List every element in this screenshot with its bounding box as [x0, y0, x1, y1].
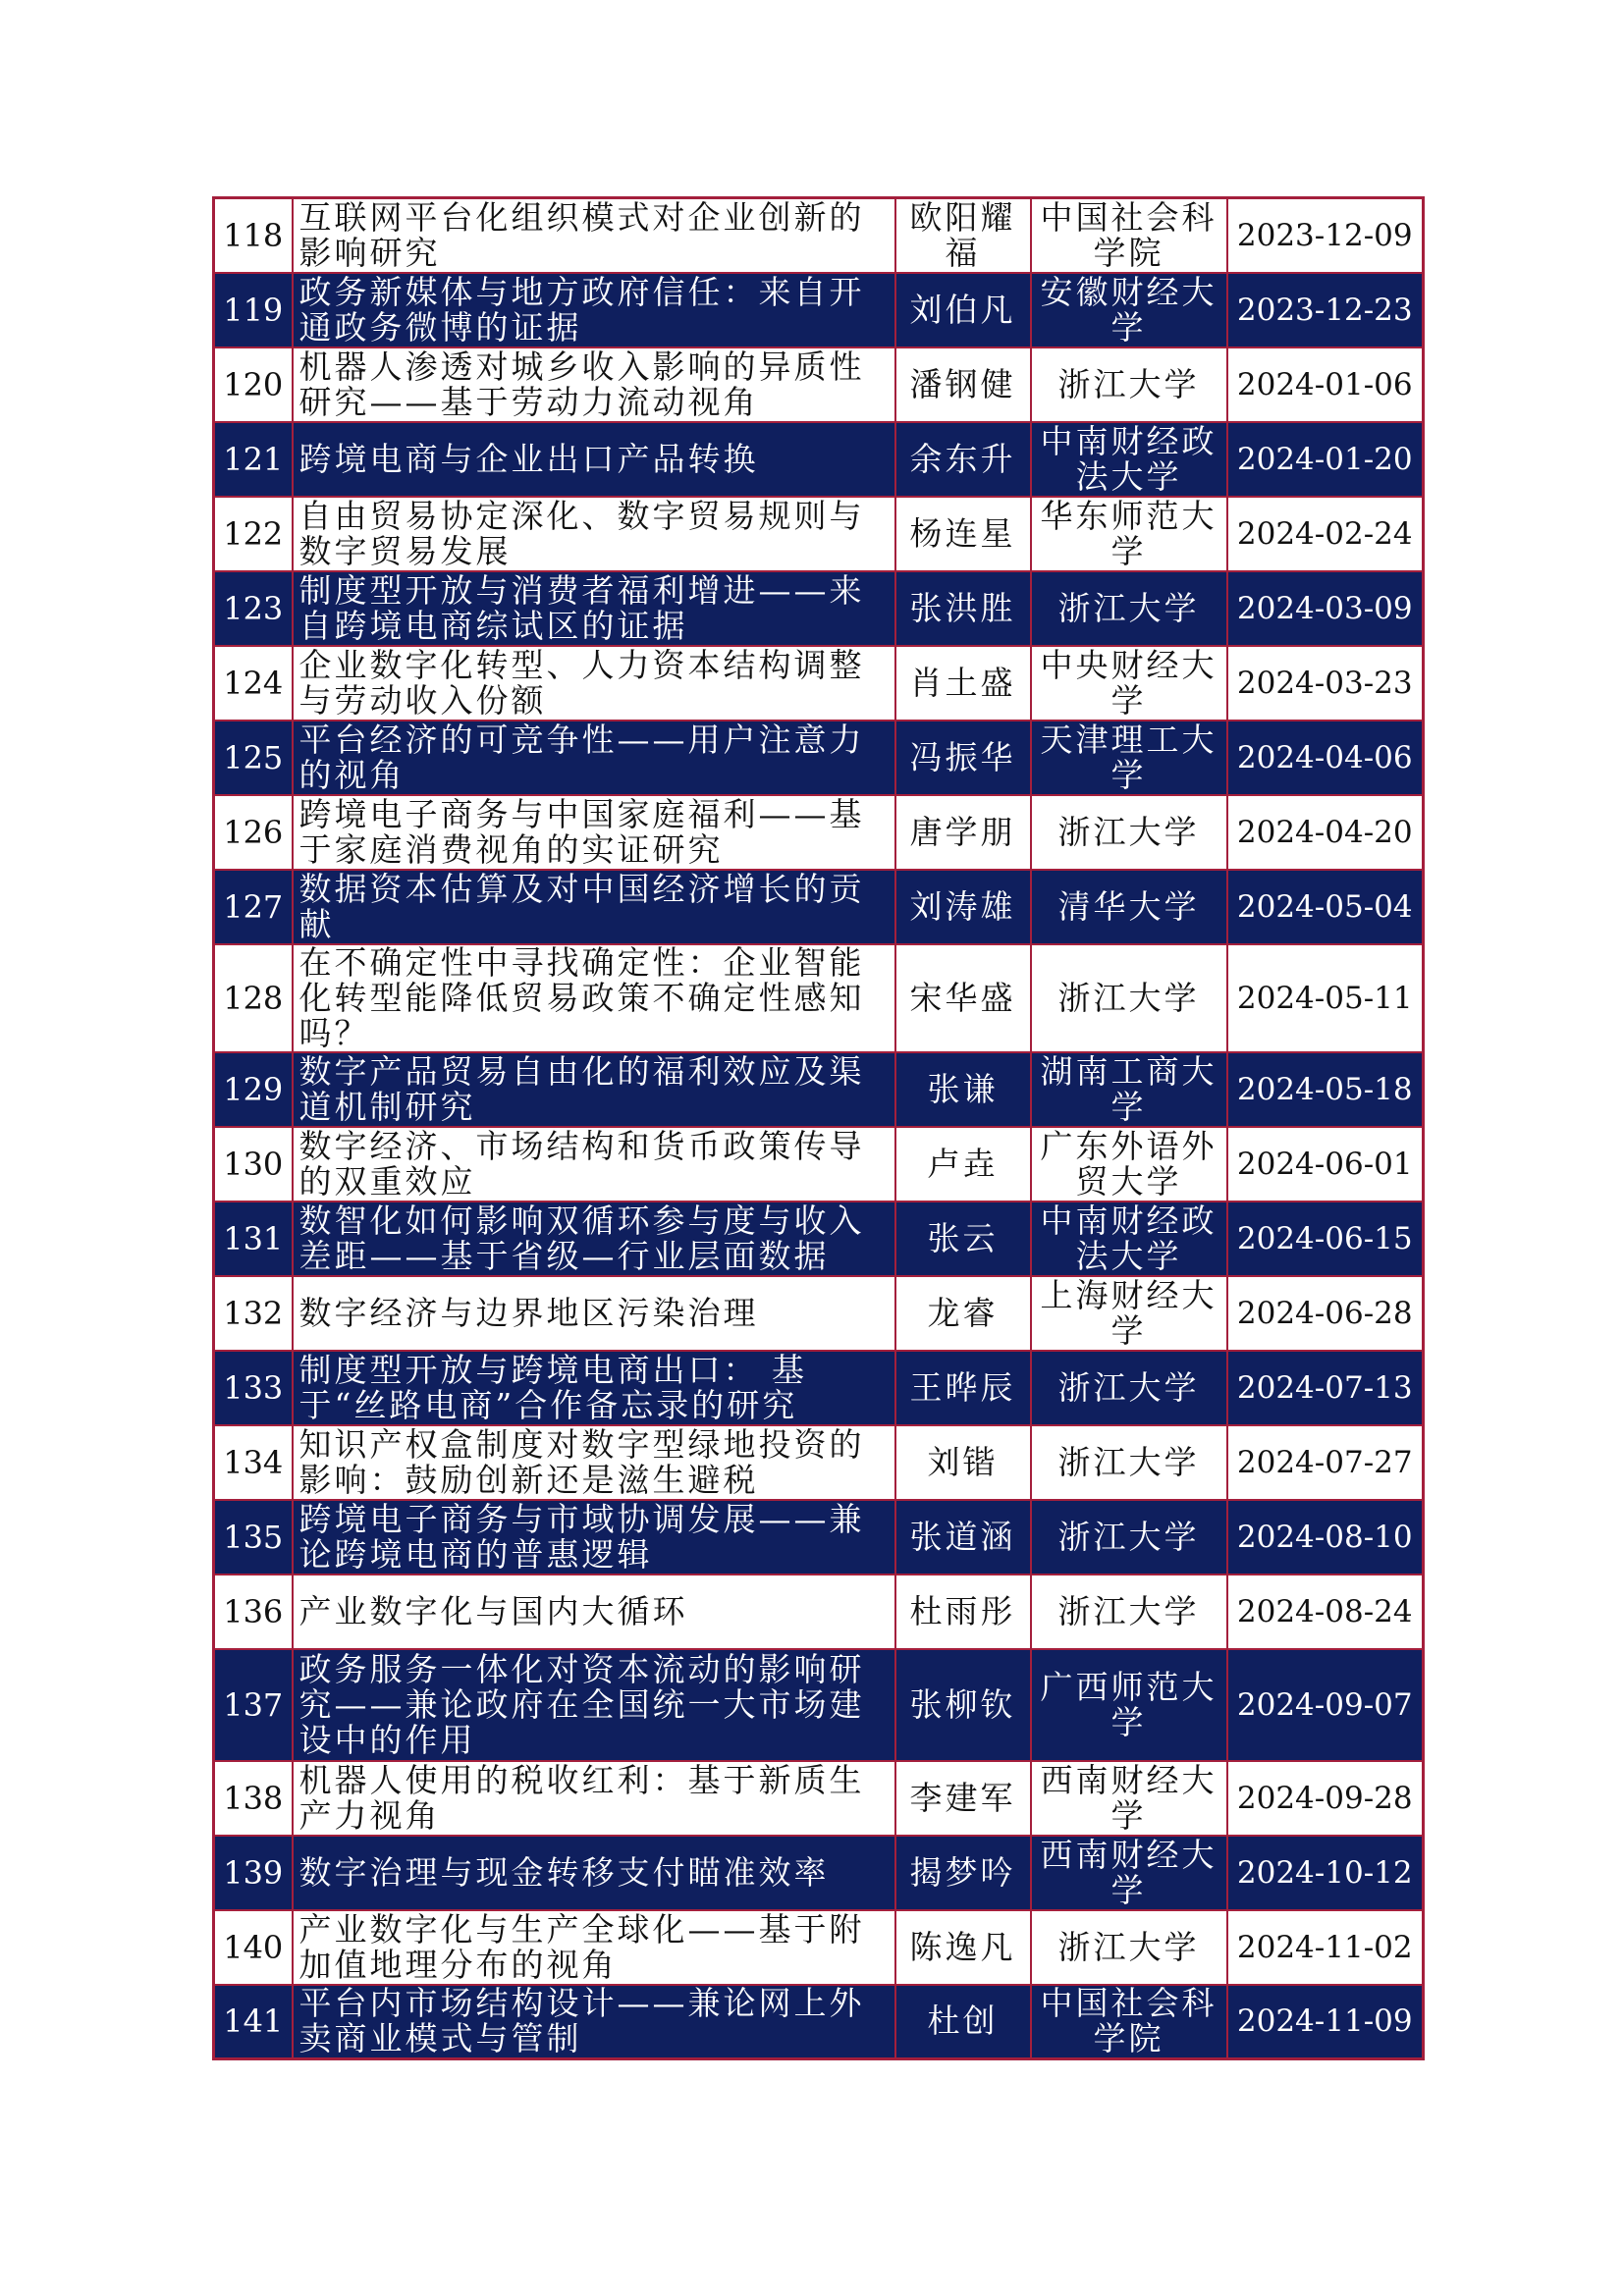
table-row: [214, 795, 1424, 870]
row-number: 136: [214, 1575, 293, 1649]
talk-title: 数字产品贸易自由化的福利效应及渠道机制研究: [293, 1052, 895, 1127]
row-number: 123: [214, 571, 293, 646]
talk-date: 2024-08-10: [1227, 1500, 1424, 1575]
table-row: [214, 1201, 1424, 1276]
speaker-name: 揭梦吟: [895, 1836, 1031, 1910]
table-row: [214, 1425, 1424, 1500]
row-number: 135: [214, 1500, 293, 1575]
talk-date: 2024-01-20: [1227, 422, 1424, 497]
table-row: [214, 1127, 1424, 1201]
talk-date: 2024-05-11: [1227, 944, 1424, 1052]
speaker-name: 肖土盛: [895, 646, 1031, 721]
talk-title: 知识产权盒制度对数字型绿地投资的影响：鼓励创新还是滋生避税: [293, 1425, 895, 1500]
talk-date: 2024-11-02: [1227, 1910, 1424, 1985]
talk-date: 2024-08-24: [1227, 1575, 1424, 1649]
row-number: 128: [214, 944, 293, 1052]
table-row: [214, 721, 1424, 795]
talk-title: 平台内市场结构设计——兼论网上外卖商业模式与管制: [293, 1985, 895, 2059]
talk-title: 数据资本估算及对中国经济增长的贡献: [293, 870, 895, 944]
speaker-name: 潘钢健: [895, 347, 1031, 422]
speaker-institution: 中央财经大学: [1031, 646, 1227, 721]
row-number: 118: [214, 198, 293, 273]
speaker-name: 陈逸凡: [895, 1910, 1031, 1985]
speaker-name: 刘涛雄: [895, 870, 1031, 944]
row-number: 138: [214, 1761, 293, 1836]
speaker-name: 冯振华: [895, 721, 1031, 795]
table-row: [214, 1761, 1424, 1836]
speaker-name: 张柳钦: [895, 1649, 1031, 1761]
row-number: 120: [214, 347, 293, 422]
speaker-institution: 湖南工商大学: [1031, 1052, 1227, 1127]
speaker-institution: 华东师范大学: [1031, 497, 1227, 571]
talk-title: 互联网平台化组织模式对企业创新的影响研究: [293, 198, 895, 273]
speaker-institution: 西南财经大学: [1031, 1836, 1227, 1910]
talk-date: 2024-04-06: [1227, 721, 1424, 795]
row-number: 137: [214, 1649, 293, 1761]
row-number: 124: [214, 646, 293, 721]
table-row: [214, 1910, 1424, 1985]
speaker-institution: 西南财经大学: [1031, 1761, 1227, 1836]
talk-date: 2024-01-06: [1227, 347, 1424, 422]
seminar-table: [212, 196, 1425, 2060]
talk-title: 企业数字化转型、人力资本结构调整与劳动收入份额: [293, 646, 895, 721]
speaker-institution: 浙江大学: [1031, 571, 1227, 646]
table-row: [214, 198, 1424, 273]
table-row: [214, 1276, 1424, 1351]
speaker-name: 王晔辰: [895, 1351, 1031, 1425]
table-row: [214, 1500, 1424, 1575]
speaker-name: 刘锴: [895, 1425, 1031, 1500]
talk-title: 自由贸易协定深化、数字贸易规则与数字贸易发展: [293, 497, 895, 571]
talk-date: 2024-07-27: [1227, 1425, 1424, 1500]
talk-date: 2024-10-12: [1227, 1836, 1424, 1910]
speaker-institution: 清华大学: [1031, 870, 1227, 944]
speaker-name: 宋华盛: [895, 944, 1031, 1052]
talk-title: 政务新媒体与地方政府信任：来自开通政务微博的证据: [293, 273, 895, 347]
speaker-institution: 中国社会科学院: [1031, 1985, 1227, 2059]
table-row: [214, 646, 1424, 721]
speaker-institution: 浙江大学: [1031, 795, 1227, 870]
speaker-institution: 浙江大学: [1031, 944, 1227, 1052]
speaker-institution: 广东外语外贸大学: [1031, 1127, 1227, 1201]
talk-date: 2024-06-28: [1227, 1276, 1424, 1351]
talk-date: 2024-03-23: [1227, 646, 1424, 721]
row-number: 126: [214, 795, 293, 870]
speaker-institution: 广西师范大学: [1031, 1649, 1227, 1761]
speaker-institution: 天津理工大学: [1031, 721, 1227, 795]
talk-title: 机器人渗透对城乡收入影响的异质性研究——基于劳动力流动视角: [293, 347, 895, 422]
speaker-institution: 浙江大学: [1031, 1575, 1227, 1649]
speaker-institution: 中国社会科学院: [1031, 198, 1227, 273]
speaker-institution: 浙江大学: [1031, 1500, 1227, 1575]
speaker-name: 李建军: [895, 1761, 1031, 1836]
row-number: 139: [214, 1836, 293, 1910]
talk-date: 2024-07-13: [1227, 1351, 1424, 1425]
talk-date: 2024-03-09: [1227, 571, 1424, 646]
speaker-institution: 浙江大学: [1031, 1425, 1227, 1500]
talk-date: 2024-11-09: [1227, 1985, 1424, 2059]
table-row: [214, 1575, 1424, 1649]
talk-title: 在不确定性中寻找确定性：企业智能化转型能降低贸易政策不确定性感知吗？: [293, 944, 895, 1052]
row-number: 133: [214, 1351, 293, 1425]
row-number: 119: [214, 273, 293, 347]
row-number: 141: [214, 1985, 293, 2059]
talk-date: 2023-12-23: [1227, 273, 1424, 347]
row-number: 140: [214, 1910, 293, 1985]
row-number: 122: [214, 497, 293, 571]
table-row: [214, 1649, 1424, 1761]
row-number: 132: [214, 1276, 293, 1351]
row-number: 134: [214, 1425, 293, 1500]
table-row: [214, 422, 1424, 497]
talk-title: 跨境电商与企业出口产品转换: [293, 422, 895, 497]
speaker-name: 杨连星: [895, 497, 1031, 571]
talk-title: 产业数字化与生产全球化——基于附加值地理分布的视角: [293, 1910, 895, 1985]
table-row: [214, 497, 1424, 571]
talk-title: 跨境电子商务与市域协调发展——兼论跨境电商的普惠逻辑: [293, 1500, 895, 1575]
talk-title: 政务服务一体化对资本流动的影响研究——兼论政府在全国统一大市场建设中的作用: [293, 1649, 895, 1761]
table-row: [214, 870, 1424, 944]
speaker-name: 唐学朋: [895, 795, 1031, 870]
speaker-name: 张谦: [895, 1052, 1031, 1127]
talk-title: 机器人使用的税收红利：基于新质生产力视角: [293, 1761, 895, 1836]
talk-title: 数字经济与边界地区污染治理: [293, 1276, 895, 1351]
row-number: 125: [214, 721, 293, 795]
table-row: [214, 1052, 1424, 1127]
talk-date: 2024-09-07: [1227, 1649, 1424, 1761]
table-row: [214, 1985, 1424, 2059]
talk-date: 2024-06-01: [1227, 1127, 1424, 1201]
speaker-institution: 浙江大学: [1031, 1351, 1227, 1425]
table-row: [214, 944, 1424, 1052]
row-number: 121: [214, 422, 293, 497]
talk-date: 2024-04-20: [1227, 795, 1424, 870]
speaker-name: 刘伯凡: [895, 273, 1031, 347]
row-number: 131: [214, 1201, 293, 1276]
speaker-name: 杜创: [895, 1985, 1031, 2059]
talk-title: 制度型开放与消费者福利增进——来自跨境电商综试区的证据: [293, 571, 895, 646]
table-row: [214, 347, 1424, 422]
speaker-institution: 浙江大学: [1031, 347, 1227, 422]
speaker-name: 张道涵: [895, 1500, 1031, 1575]
row-number: 129: [214, 1052, 293, 1127]
row-number: 130: [214, 1127, 293, 1201]
talk-title: 产业数字化与国内大循环: [293, 1575, 895, 1649]
speaker-name: 张云: [895, 1201, 1031, 1276]
speaker-institution: 中南财经政法大学: [1031, 1201, 1227, 1276]
talk-date: 2023-12-09: [1227, 198, 1424, 273]
talk-date: 2024-02-24: [1227, 497, 1424, 571]
speaker-institution: 中南财经政法大学: [1031, 422, 1227, 497]
speaker-name: 欧阳耀福: [895, 198, 1031, 273]
speaker-name: 杜雨彤: [895, 1575, 1031, 1649]
row-number: 127: [214, 870, 293, 944]
speaker-name: 龙睿: [895, 1276, 1031, 1351]
speaker-institution: 上海财经大学: [1031, 1276, 1227, 1351]
talk-title: 数字治理与现金转移支付瞄准效率: [293, 1836, 895, 1910]
talk-date: 2024-09-28: [1227, 1761, 1424, 1836]
talk-title: 平台经济的可竞争性——用户注意力的视角: [293, 721, 895, 795]
speaker-name: 余东升: [895, 422, 1031, 497]
talk-date: 2024-05-18: [1227, 1052, 1424, 1127]
speaker-institution: 浙江大学: [1031, 1910, 1227, 1985]
talk-title: 制度型开放与跨境电商出口： 基于“丝路电商”合作备忘录的研究: [293, 1351, 895, 1425]
talk-title: 跨境电子商务与中国家庭福利——基于家庭消费视角的实证研究: [293, 795, 895, 870]
table-row: [214, 1351, 1424, 1425]
speaker-name: 卢垚: [895, 1127, 1031, 1201]
table-row: [214, 571, 1424, 646]
talk-date: 2024-05-04: [1227, 870, 1424, 944]
speaker-name: 张洪胜: [895, 571, 1031, 646]
talk-date: 2024-06-15: [1227, 1201, 1424, 1276]
table-row: [214, 273, 1424, 347]
speaker-institution: 安徽财经大学: [1031, 273, 1227, 347]
talk-title: 数字经济、市场结构和货币政策传导的双重效应: [293, 1127, 895, 1201]
table-row: [214, 1836, 1424, 1910]
talk-title: 数智化如何影响双循环参与度与收入差距——基于省级—行业层面数据: [293, 1201, 895, 1276]
